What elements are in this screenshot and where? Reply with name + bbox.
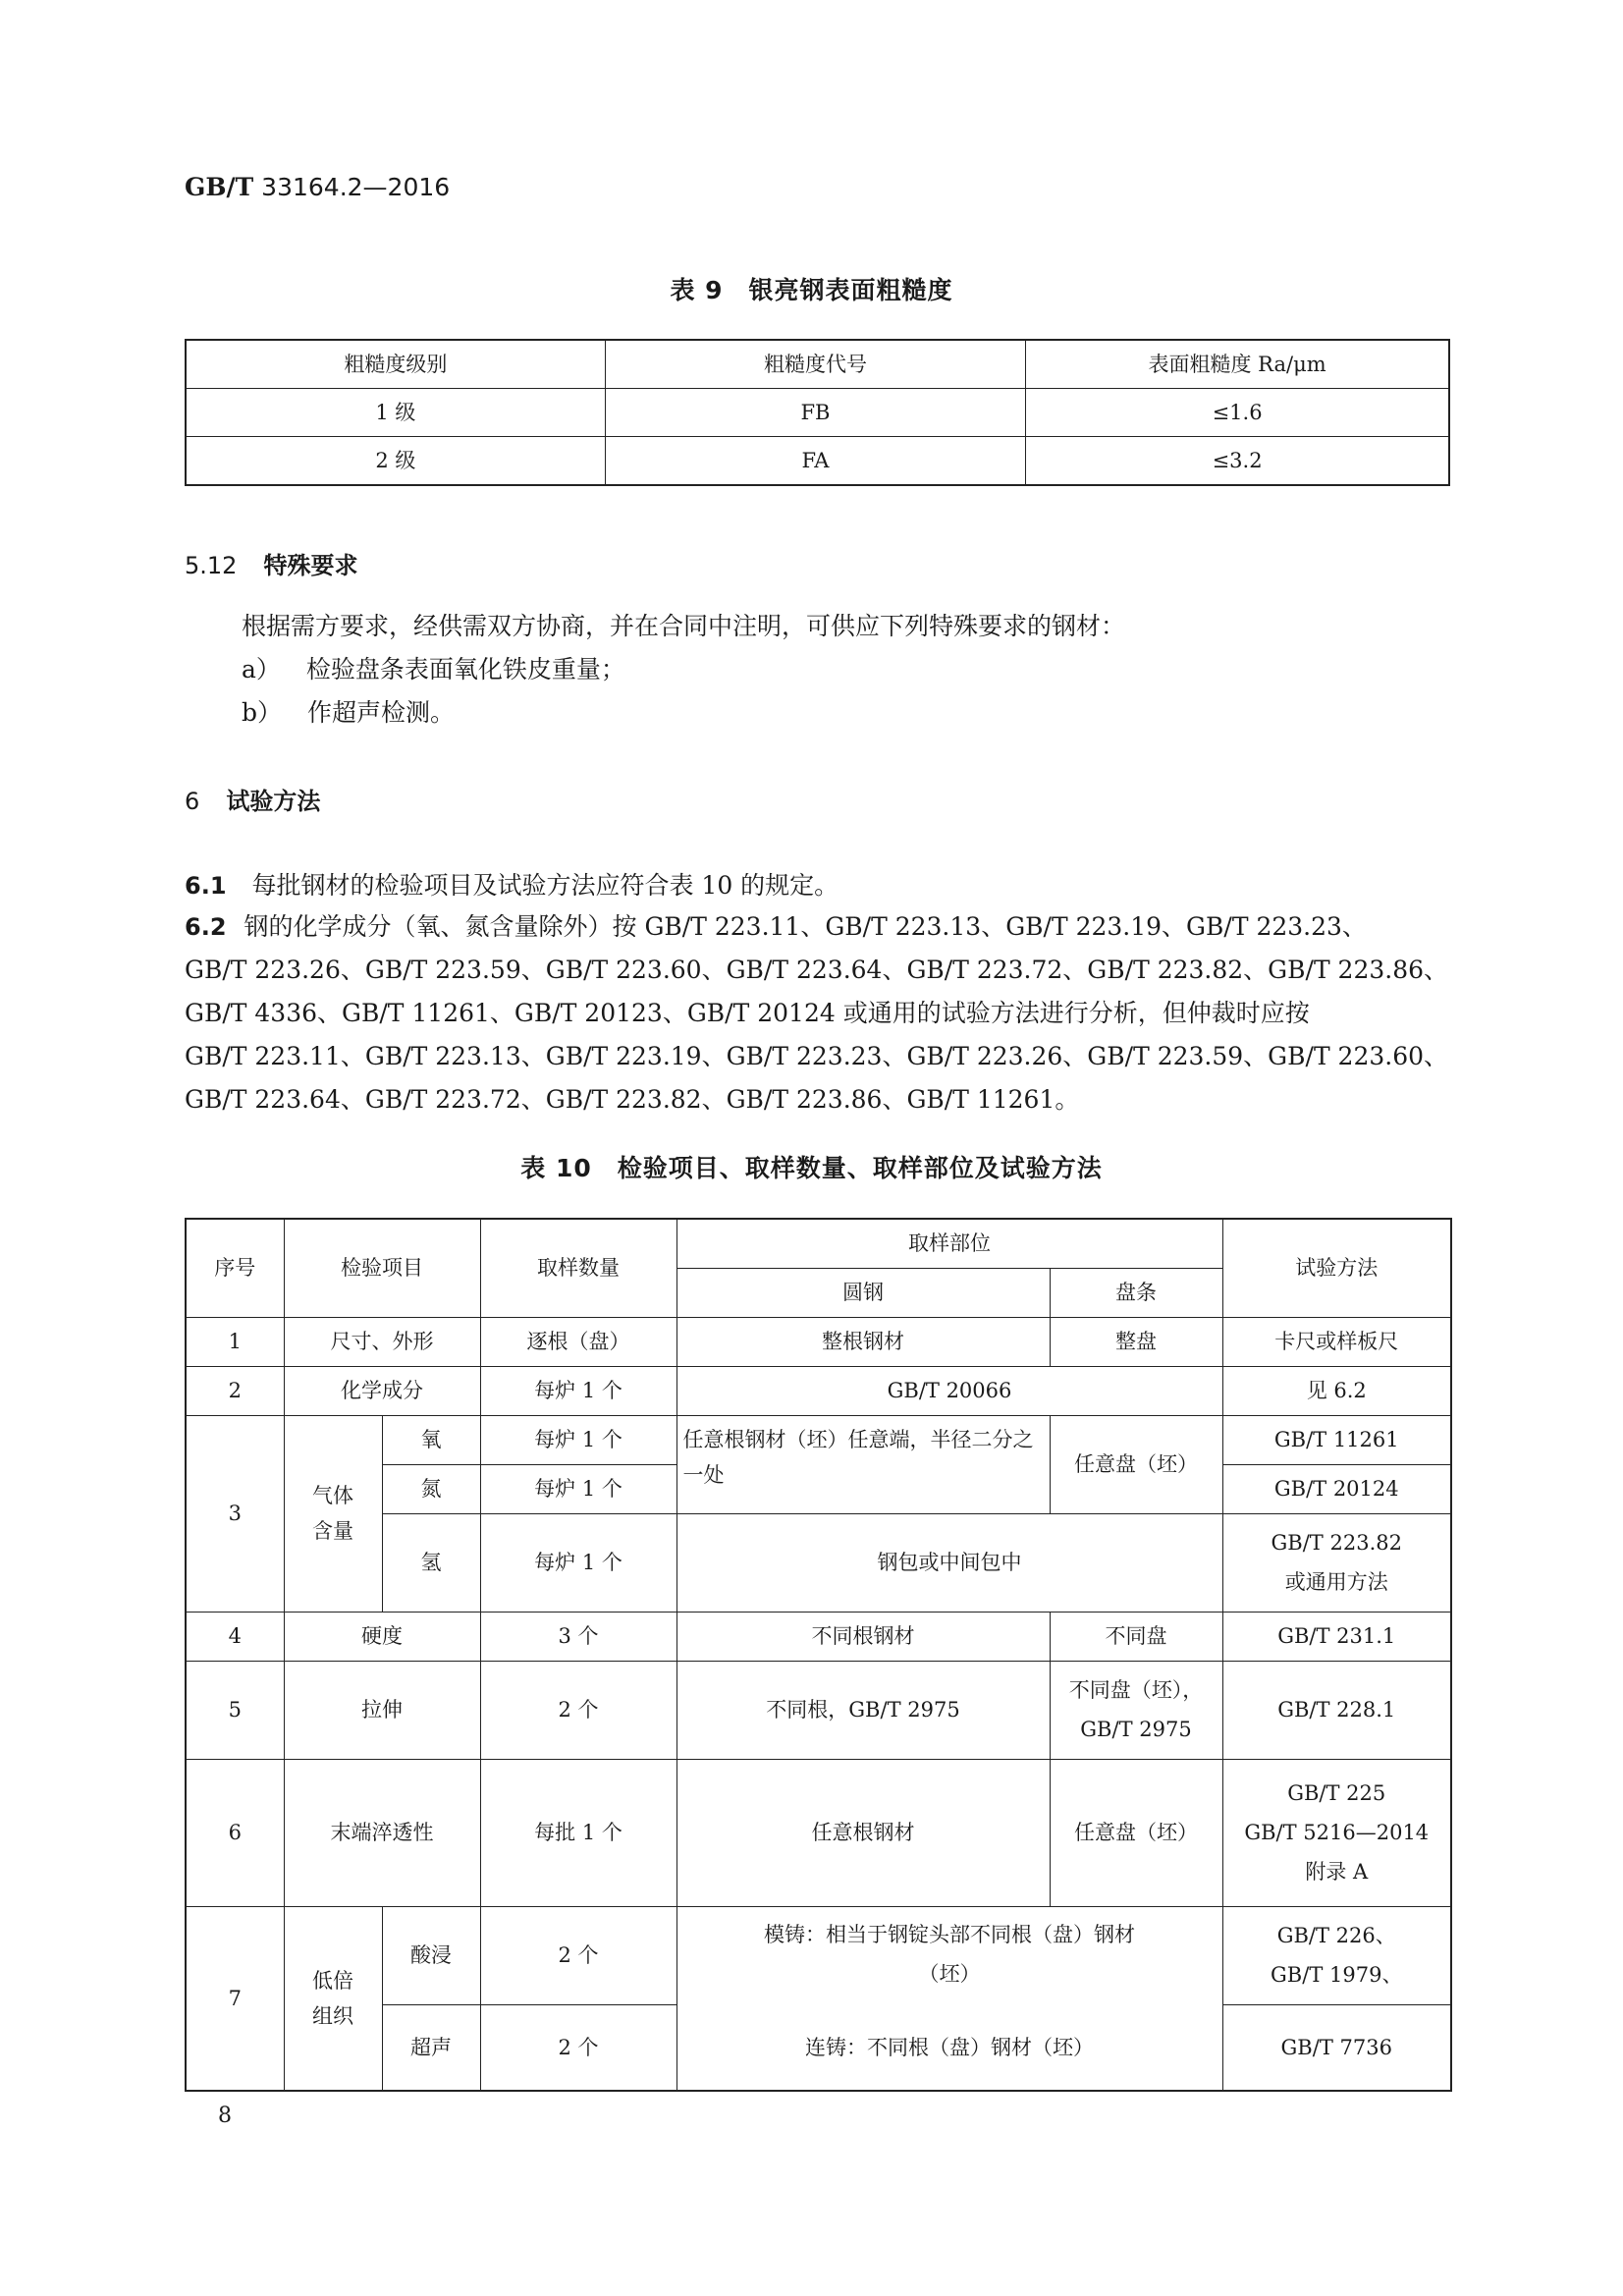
table10-group-label: 低倍组织 — [312, 1968, 353, 2028]
table-row — [186, 1317, 1451, 1366]
clause-line: GB/T 223.26、GB/T 223.59、GB/T 223.60、GB/T 223.64、GB/T 223.72、GB/T 223.82、GB/T 223.86、 — [185, 956, 1449, 984]
section-5-12-heading — [185, 546, 358, 580]
table9-header-cell: 表面粗糙度 Ra/μm — [1026, 340, 1449, 389]
table10-cell: 每炉 1 个 — [480, 1464, 676, 1513]
table10-cell-line: GB/T 223.82 — [1271, 1531, 1402, 1555]
clause-number: 6.2 — [185, 913, 227, 941]
table10-header-cell: 盘条 — [1050, 1268, 1222, 1317]
table10-header-row — [186, 1219, 1451, 1268]
table10-cell: GB/T 228.1 — [1222, 1661, 1451, 1759]
list-item — [242, 693, 455, 733]
table10-cell-line: GB/T 2975 — [1080, 1718, 1192, 1741]
table10-cell: 拉伸 — [284, 1661, 480, 1759]
standard-number: 33164.2—2016 — [261, 173, 451, 201]
table10-cell: 3 个 — [480, 1612, 676, 1661]
table10-cell — [1222, 1759, 1451, 1906]
table10-cell: GB/T 7736 — [1222, 2004, 1451, 2091]
table10-cell: 2 — [186, 1366, 284, 1415]
table10-cell-line: GB/T 225 — [1287, 1781, 1386, 1805]
table10-cell — [676, 1906, 1222, 2004]
table10-cell: 卡尺或样板尺 — [1222, 1317, 1451, 1366]
table9 — [185, 339, 1450, 486]
table10-cell: 尺寸、外形 — [284, 1317, 480, 1366]
table-row — [186, 1661, 1451, 1759]
table10-cell: 2 个 — [480, 2004, 676, 2091]
table10-cell: 6 — [186, 1759, 284, 1906]
table10-cell: 酸浸 — [382, 1906, 480, 2004]
table10 — [185, 1218, 1452, 2092]
table9-header-cell: 粗糙度代号 — [605, 340, 1025, 389]
section-number: 5.12 — [185, 552, 238, 579]
table10-cell: 见 6.2 — [1222, 1366, 1451, 1415]
table10-cell: 钢包或中间包中 — [676, 1513, 1222, 1612]
table10-cell: 每批 1 个 — [480, 1759, 676, 1906]
table10-cell: 每炉 1 个 — [480, 1513, 676, 1612]
table10-header-cell: 圆钢 — [676, 1268, 1050, 1317]
standard-prefix: GB/T — [185, 173, 254, 201]
table9-cell: 2 级 — [186, 437, 605, 486]
table10-cell: 任意根钢材 — [676, 1759, 1050, 1906]
clause-line: GB/T 223.64、GB/T 223.72、GB/T 223.82、GB/T 223.86、GB/T 11261。 — [185, 1085, 1080, 1114]
table10-cell: 不同根钢材 — [676, 1612, 1050, 1661]
table9-caption: 表 9 银亮钢表面粗糙度 — [670, 276, 953, 304]
table-row — [186, 1612, 1451, 1661]
table10-cell: 氮 — [382, 1464, 480, 1513]
table10-cell — [1050, 1661, 1222, 1759]
list-item-text: 检验盘条表面氧化铁皮重量； — [305, 655, 625, 683]
table10-cell: 整根钢材 — [676, 1317, 1050, 1366]
table10-cell — [284, 1415, 382, 1612]
table10-cell: 5 — [186, 1661, 284, 1759]
table10-cell: 每炉 1 个 — [480, 1366, 676, 1415]
table9-cell: FB — [605, 389, 1025, 437]
table10-cell — [1222, 1513, 1451, 1612]
table10-header-cell: 试验方法 — [1222, 1219, 1451, 1317]
table10-cell: 任意根钢材（坯）任意端，半径二分之一处 — [676, 1415, 1050, 1513]
table9-cell: ≤3.2 — [1026, 437, 1449, 486]
table-row — [186, 1366, 1451, 1415]
paragraph-6-1 — [185, 866, 839, 905]
table9-header-cell: 粗糙度级别 — [186, 340, 605, 389]
table10-cell: 化学成分 — [284, 1366, 480, 1415]
table-row — [186, 437, 1449, 486]
clause-line: 钢的化学成分（氧、氮含量除外）按 GB/T 223.11、GB/T 223.13、GB/T 223.19、GB/T 223.23、 — [243, 912, 1367, 941]
section-number: 6 — [185, 788, 200, 815]
table10-cell: 整盘 — [1050, 1317, 1222, 1366]
table-row — [186, 1415, 1451, 1464]
table10-cell-line: 不同盘（坯）， — [1068, 1678, 1204, 1702]
clause-number: 6.1 — [185, 872, 227, 900]
table10-cell-line: 附录 A — [1305, 1860, 1369, 1884]
table10-group-label: 气体含量 — [312, 1484, 353, 1543]
paragraph-6-2 — [185, 905, 1450, 1121]
clause-line: GB/T 223.11、GB/T 223.13、GB/T 223.19、GB/T 223.23、GB/T 223.26、GB/T 223.59、GB/T 223.60、 — [185, 1042, 1449, 1070]
table-row — [186, 1759, 1451, 1906]
clause-text: 每批钢材的检验项目及试验方法应符合表 10 的规定。 — [251, 871, 839, 900]
table10-cell-line: 模铸：相当于钢锭头部不同根（盘）钢材 — [764, 1922, 1135, 1946]
table10-cell — [284, 1906, 382, 2091]
table10-cell: 氢 — [382, 1513, 480, 1612]
table10-cell: 每炉 1 个 — [480, 1415, 676, 1464]
table10-cell: GB/T 11261 — [1222, 1415, 1451, 1464]
section-title: 试验方法 — [226, 788, 321, 815]
table10-cell: 氧 — [382, 1415, 480, 1464]
table10-cell: 3 — [186, 1415, 284, 1612]
table10-cell-line: 或通用方法 — [1284, 1570, 1388, 1594]
table10-cell: 硬度 — [284, 1612, 480, 1661]
table10-cell: 2 个 — [480, 1661, 676, 1759]
section-title: 特殊要求 — [263, 552, 358, 579]
table10-cell: 任意盘（坯） — [1050, 1415, 1222, 1513]
table10-header-cell: 取样数量 — [480, 1219, 676, 1317]
section-6-heading — [185, 782, 320, 816]
table-row — [186, 389, 1449, 437]
section-5-12-paragraph: 根据需方要求，经供需双方协商，并在合同中注明，可供应下列特殊要求的钢材： — [242, 612, 1126, 640]
table10-cell: GB/T 231.1 — [1222, 1612, 1451, 1661]
list-item-label: a） — [242, 655, 281, 683]
list-item-label: b） — [242, 698, 283, 727]
table10-cell: 不同盘 — [1050, 1612, 1222, 1661]
standard-header — [185, 173, 450, 201]
table-row — [186, 1906, 1451, 2004]
table10-cell — [1222, 1906, 1451, 2004]
table10-cell: GB/T 20066 — [676, 1366, 1222, 1415]
table10-cell-line: GB/T 226、 — [1276, 1924, 1396, 1947]
table10-header-cell: 取样部位 — [676, 1219, 1222, 1268]
page-number: 8 — [218, 2104, 232, 2128]
table10-cell: 2 个 — [480, 1906, 676, 2004]
table10-header-cell: 检验项目 — [284, 1219, 480, 1317]
table10-cell: 任意盘（坯） — [1050, 1759, 1222, 1906]
table10-cell: GB/T 20124 — [1222, 1464, 1451, 1513]
list-item-text: 作超声检测。 — [306, 698, 455, 727]
table10-header-cell: 序号 — [186, 1219, 284, 1317]
table10-cell: 末端淬透性 — [284, 1759, 480, 1906]
table10-cell: 7 — [186, 1906, 284, 2091]
table10-cell: 超声 — [382, 2004, 480, 2091]
table10-cell-line: GB/T 5216—2014 — [1244, 1821, 1430, 1844]
table10-cell: 连铸：不同根（盘）钢材（坯） — [676, 2004, 1222, 2091]
table10-cell: 1 — [186, 1317, 284, 1366]
table10-cell-line: GB/T 1979、 — [1271, 1963, 1403, 1987]
table9-cell: 1 级 — [186, 389, 605, 437]
table10-caption: 表 10 检验项目、取样数量、取样部位及试验方法 — [520, 1154, 1103, 1182]
table10-cell-line: （坯） — [918, 1961, 981, 1986]
table9-header-row — [186, 340, 1449, 389]
clause-line: GB/T 4336、GB/T 11261、GB/T 20123、GB/T 20124 或通用的试验方法进行分析，但仲裁时应按 — [185, 999, 1310, 1027]
list-item — [242, 650, 625, 689]
table10-cell: 逐根（盘） — [480, 1317, 676, 1366]
table9-cell: ≤1.6 — [1026, 389, 1449, 437]
table9-cell: FA — [605, 437, 1025, 486]
table10-cell: 不同根，GB/T 2975 — [676, 1661, 1050, 1759]
table10-cell: 4 — [186, 1612, 284, 1661]
